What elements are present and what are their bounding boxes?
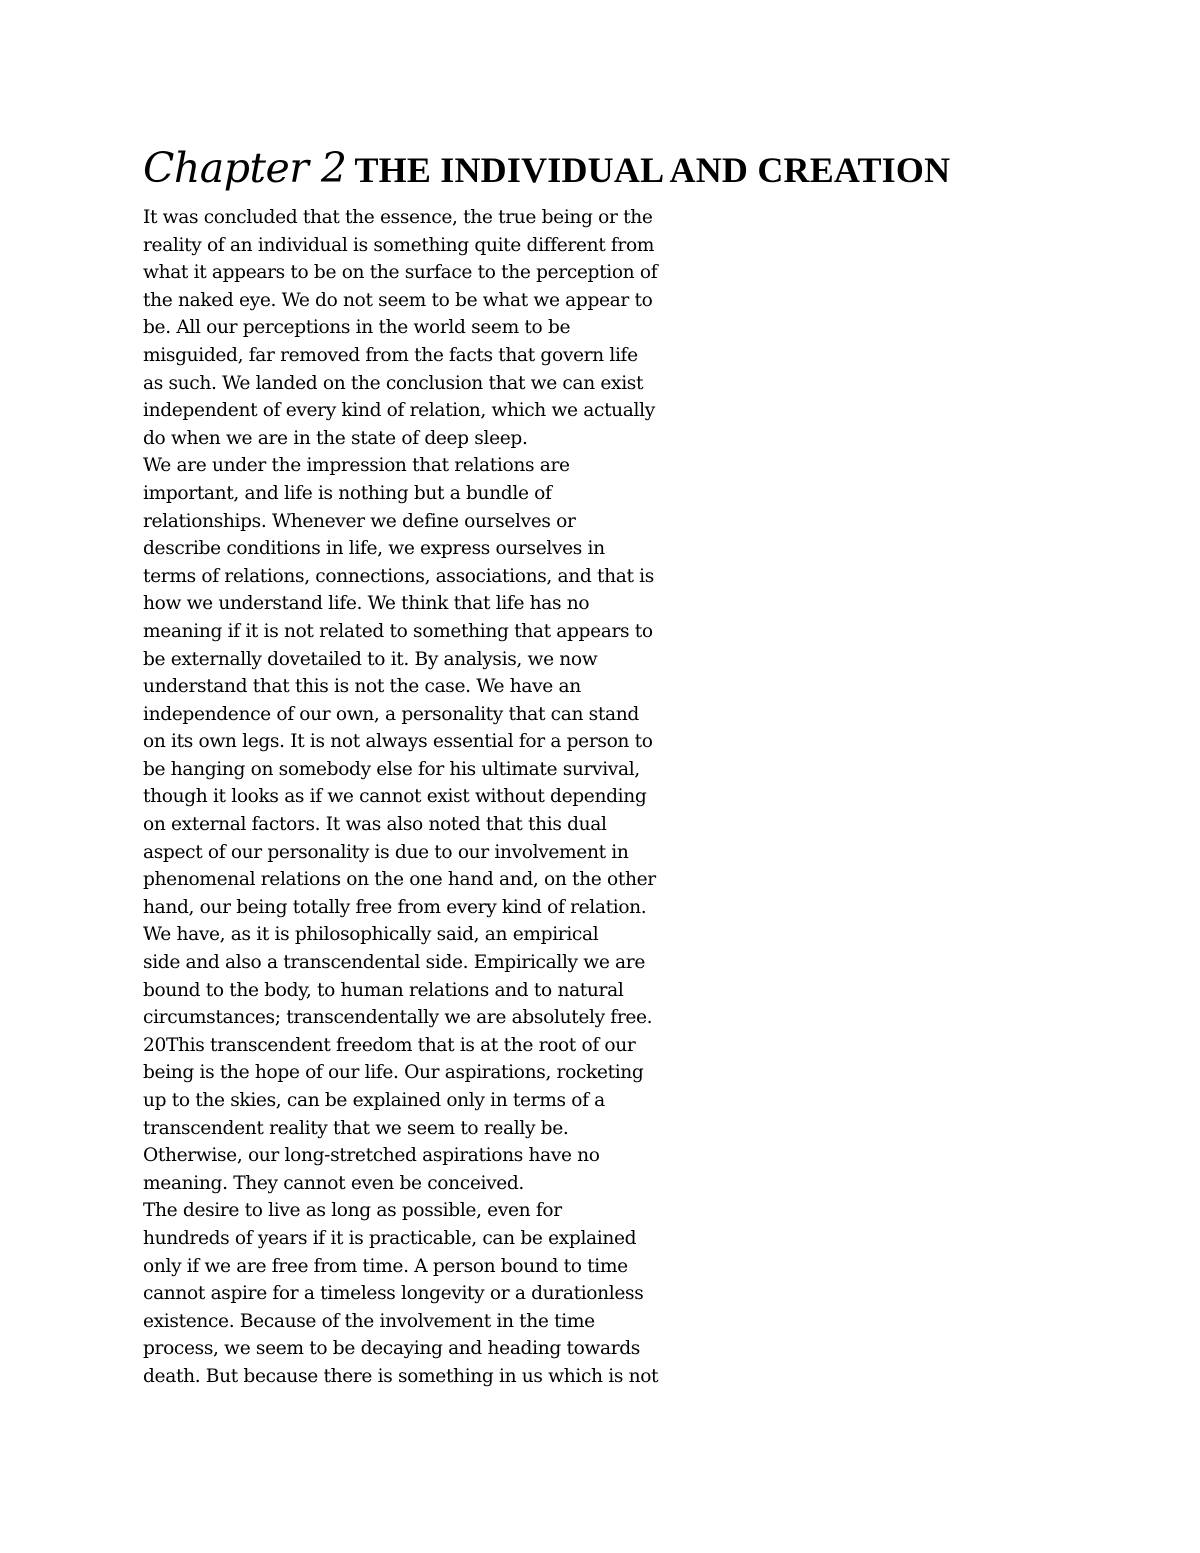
text-line: transcendent reality that we seem to really be.	[143, 1117, 569, 1139]
text-line: We are under the impression that relations are	[143, 455, 570, 477]
text-line: We have, as it is philosophically said, an empirical	[143, 924, 599, 946]
text-line: cannot aspire for a timeless longevity or a durationless	[143, 1283, 644, 1305]
text-line: independence of our own, a personality that can stand	[143, 703, 639, 725]
text-line: relationships. Whenever we define ourselves or	[143, 510, 576, 532]
text-line: hundreds of years if it is practicable, can be explained	[143, 1227, 637, 1249]
text-line: bound to the body, to human relations and to natural	[143, 979, 624, 1001]
text-line: do when we are in the state of deep sleep.	[143, 427, 528, 449]
text-line: important, and life is nothing but a bundle of	[143, 482, 552, 504]
text-line: reality of an individual is something quite different from	[143, 234, 655, 256]
text-line: on external factors. It was also noted that this dual	[143, 814, 607, 836]
text-line: only if we are free from time. A person bound to time	[143, 1255, 628, 1277]
text-line: be externally dovetailed to it. By analysis, we now	[143, 648, 598, 670]
text-line: It was concluded that the essence, the true being or the	[143, 207, 653, 228]
text-line: up to the skies, can be explained only in terms of a	[143, 1090, 605, 1111]
chapter-title: THE INDIVIDUAL AND CREATION	[354, 150, 951, 190]
text-line: on its own legs. It is not always essential for a person to	[143, 731, 653, 753]
chapter-label: Chapter 2	[143, 144, 347, 192]
text-line: though it looks as if we cannot exist without depending	[143, 786, 647, 808]
text-line: terms of relations, connections, associations, and that is	[143, 565, 654, 587]
text-line: hand, our being totally free from every kind of relation.	[143, 896, 647, 918]
text-line: side and also a transcendental side. Empirically we are	[143, 952, 645, 974]
text-line: death. But because there is something in us which is not	[143, 1365, 659, 1387]
text-line: understand that this is not the case. We have an	[143, 676, 581, 698]
text-line: being is the hope of our life. Our aspirations, rocketing	[143, 1062, 644, 1084]
text-line: be hanging on somebody else for his ultimate survival,	[143, 758, 640, 780]
text-line: process, we seem to be decaying and heading towards	[143, 1338, 640, 1360]
text-line: The desire to live as long as possible, even for	[143, 1200, 562, 1222]
text-line: Otherwise, our long-stretched aspirations have no	[143, 1145, 600, 1167]
text-line: describe conditions in life, we express ourselves in	[143, 538, 605, 560]
text-line: phenomenal relations on the one hand and, on the other	[143, 869, 656, 891]
text-line: 20This transcendent freedom that is at the root of our	[143, 1034, 636, 1056]
text-line: meaning if it is not related to something that appears to	[143, 620, 653, 642]
text-line: how we understand life. We think that life has no	[143, 593, 590, 615]
body-text	[143, 204, 723, 1391]
chapter-heading	[143, 144, 951, 192]
text-line: as such. We landed on the conclusion that we can exist	[143, 372, 644, 394]
text-line: misguided, far removed from the facts that govern life	[143, 344, 638, 366]
text-line: existence. Because of the involvement in the time	[143, 1310, 595, 1332]
text-line: independent of every kind of relation, which we actually	[143, 400, 655, 422]
text-line: the naked eye. We do not seem to be what we appear to	[143, 289, 653, 311]
text-line: aspect of our personality is due to our involvement in	[143, 841, 629, 863]
text-line: what it appears to be on the surface to the perception of	[143, 262, 658, 284]
text-line: circumstances; transcendentally we are absolutely free.	[143, 1007, 653, 1029]
text-line: be. All our perceptions in the world seem to be	[143, 317, 571, 339]
text-line: meaning. They cannot even be conceived.	[143, 1172, 524, 1194]
